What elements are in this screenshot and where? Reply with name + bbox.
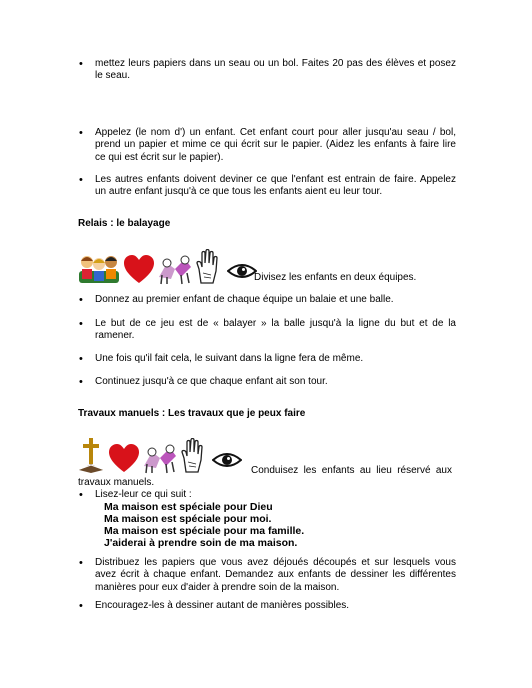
travaux-instruction-line1: Conduisez les enfants au lieu réservé aux xyxy=(251,465,452,476)
list-item xyxy=(78,600,456,612)
heart-icon xyxy=(108,444,140,474)
bullet-marker: • xyxy=(79,600,83,612)
list-item xyxy=(78,294,456,306)
hands-icon xyxy=(142,444,178,474)
list-item xyxy=(78,353,456,365)
list-item-text: Les autres enfants doivent deviner ce que l'enfant est entrain de faire. Appelez un autre enfant jusqu'à ce que tous les enfants aient eu leur tour. xyxy=(95,174,456,198)
eye-icon xyxy=(212,450,242,470)
list-item xyxy=(78,376,456,388)
bible-cross-icon xyxy=(78,436,104,474)
list-item-text: Encouragez-les à dessiner autant de manières possibles. xyxy=(95,600,350,611)
bullet-marker: • xyxy=(79,318,83,330)
list-item-text: Appelez (le nom d') un enfant. Cet enfant court pour aller jusqu'au seau / bol, prend un papier et mime ce qui écrit sur le papier. (Aidez les enfants à faire lire ce qui est écrit sur le papier). xyxy=(95,127,456,163)
eye-icon xyxy=(227,261,257,281)
list-item-text: Donnez au premier enfant de chaque équipe un balaie et une balle. xyxy=(95,294,394,305)
list-item-text: Lisez-leur ce qui suit : xyxy=(95,489,192,500)
bullet-marker: • xyxy=(79,58,83,70)
bullet-marker: • xyxy=(79,353,83,365)
quote-line: J'aiderai à prendre soin de ma maison. xyxy=(104,537,298,549)
list-item-text: Distribuez les papiers que vous avez déjoués découpés et sur lesquels vous avez écrit à chaque enfant. Demandez aux enfants de dessiner les différentes manières pour eux d'aider à prendre soin de la maison. xyxy=(95,557,456,593)
activity-icons-row xyxy=(78,432,242,474)
list-item-text: Une fois qu'il fait cela, le suivant dans la ligne fera de même. xyxy=(95,353,364,364)
hand-icon xyxy=(195,249,219,285)
list-item xyxy=(78,557,456,594)
quote-line: Ma maison est spéciale pour moi. xyxy=(104,513,272,525)
activity-icons-row xyxy=(78,243,257,285)
bullet-marker: • xyxy=(79,294,83,306)
section-heading-relais: Relais : le balayage xyxy=(78,218,171,229)
bullet-marker: • xyxy=(79,174,83,186)
list-item xyxy=(78,127,456,164)
quote-line: Ma maison est spéciale pour Dieu xyxy=(104,501,273,513)
bullet-marker: • xyxy=(79,489,83,501)
list-item-text: Continuez jusqu'à ce que chaque enfant ait son tour. xyxy=(95,376,328,387)
quote-line: Ma maison est spéciale pour ma famille. xyxy=(104,525,305,537)
list-item xyxy=(78,174,456,199)
list-item xyxy=(78,489,456,501)
children-group-icon xyxy=(78,253,120,285)
heart-icon xyxy=(123,255,155,285)
hands-icon xyxy=(157,255,193,285)
bullet-marker: • xyxy=(79,557,83,569)
section-heading-travaux: Travaux manuels : Les travaux que je peux faire xyxy=(78,408,306,419)
list-item-text: Le but de ce jeu est de « balayer » la balle jusqu'à la ligne du but et de la ramener. xyxy=(95,318,456,342)
list-item xyxy=(78,58,456,83)
relais-instruction: Divisez les enfants en deux équipes. xyxy=(254,272,417,283)
travaux-instruction-line2: travaux manuels. xyxy=(78,477,155,488)
hand-icon xyxy=(180,438,204,474)
bullet-marker: • xyxy=(79,376,83,388)
list-item-text: mettez leurs papiers dans un seau ou un bol. Faites 20 pas des élèves et posez le seau. xyxy=(95,58,456,82)
bullet-marker: • xyxy=(79,127,83,139)
list-item xyxy=(78,318,456,343)
